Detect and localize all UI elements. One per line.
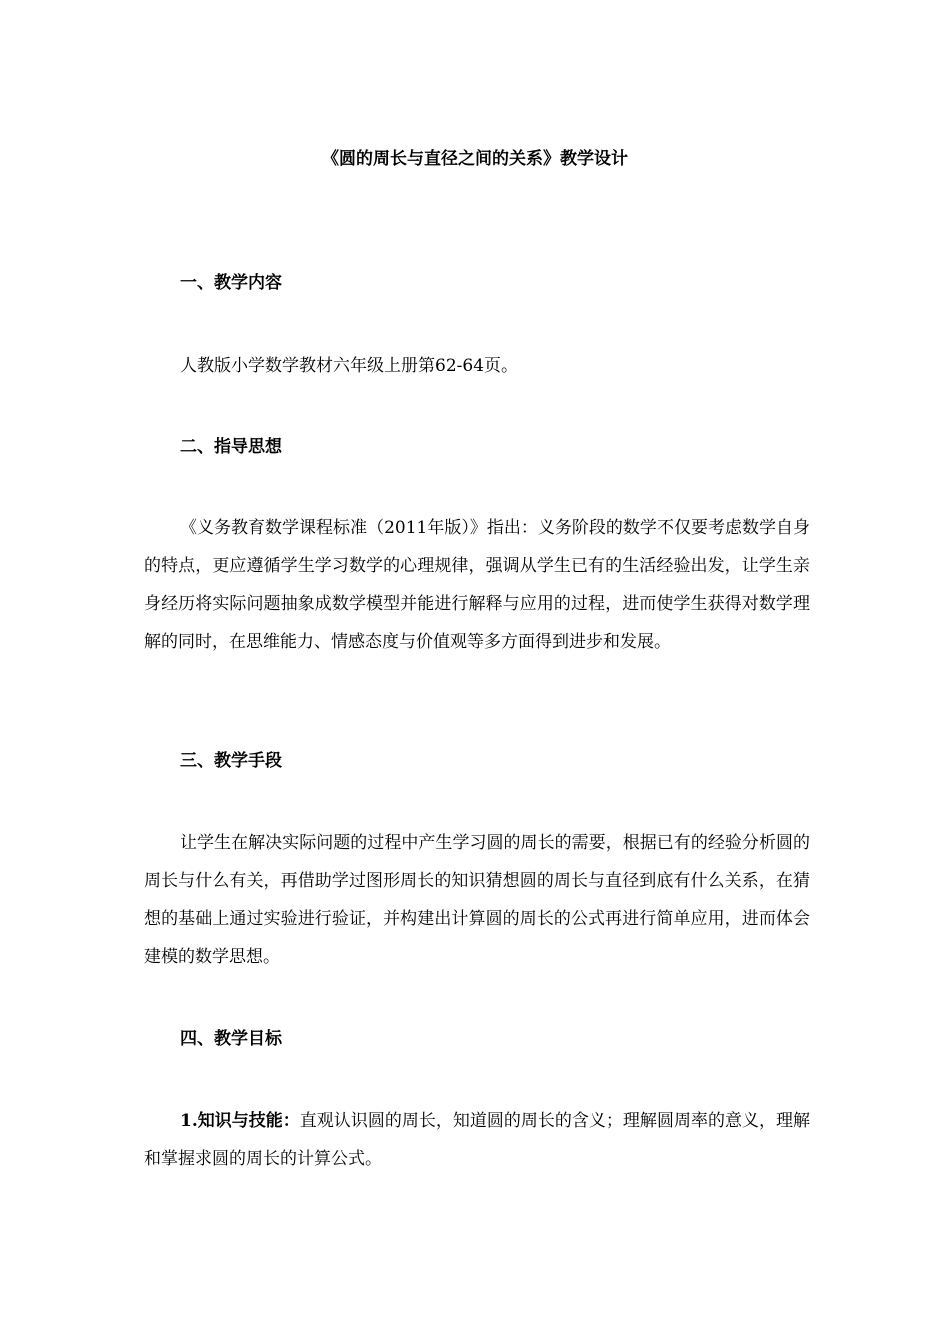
section-heading-content: 一、教学内容 (180, 273, 282, 293)
document-title: 《圆的周长与直径之间的关系》教学设计 (322, 149, 628, 169)
section-paragraph-teaching-means: 让学生在解决实际问题的过程中产生学习圆的周长的需要，根据已有的经验分析圆的周长与什么有关，再借助学过图形周长的知识猜想圆的周长与直径到底有什么关系，在猜想的基础上通过实验进行验证，并构建出计算圆的周长的公式再进行简单应用，进而体会建模的数学思想。 (144, 833, 810, 967)
section-heading-teaching-goals: 四、教学目标 (180, 1029, 282, 1049)
goal-paragraph-knowledge-skills (144, 1102, 810, 1178)
goal-label: 1.知识与技能： (180, 1111, 300, 1131)
goal-text: 直观认识圆的周长，知道圆的周长的含义；理解圆周率的意义，理解和掌握求圆的周长的计算公式。 (144, 1111, 810, 1169)
section-paragraph-guiding-thought: 《义务教育数学课程标准（2011年版）》指出：义务阶段的数学不仅要考虑数学自身的特点，更应遵循学生学习数学的心理规律，强调从学生已有的生活经验出发，让学生亲身经历将实际问题抽象成数学模型并能进行解释与应用的过程，进而使学生获得对数学理解的同时，在思维能力、情感态度与价值观等多方面得到进步和发展。 (144, 518, 810, 652)
section-paragraph-content: 人教版小学数学教材六年级上册第62-64页。 (180, 356, 519, 376)
section-heading-guiding-thought: 二、指导思想 (180, 437, 282, 457)
section-heading-teaching-means: 三、教学手段 (180, 751, 282, 771)
